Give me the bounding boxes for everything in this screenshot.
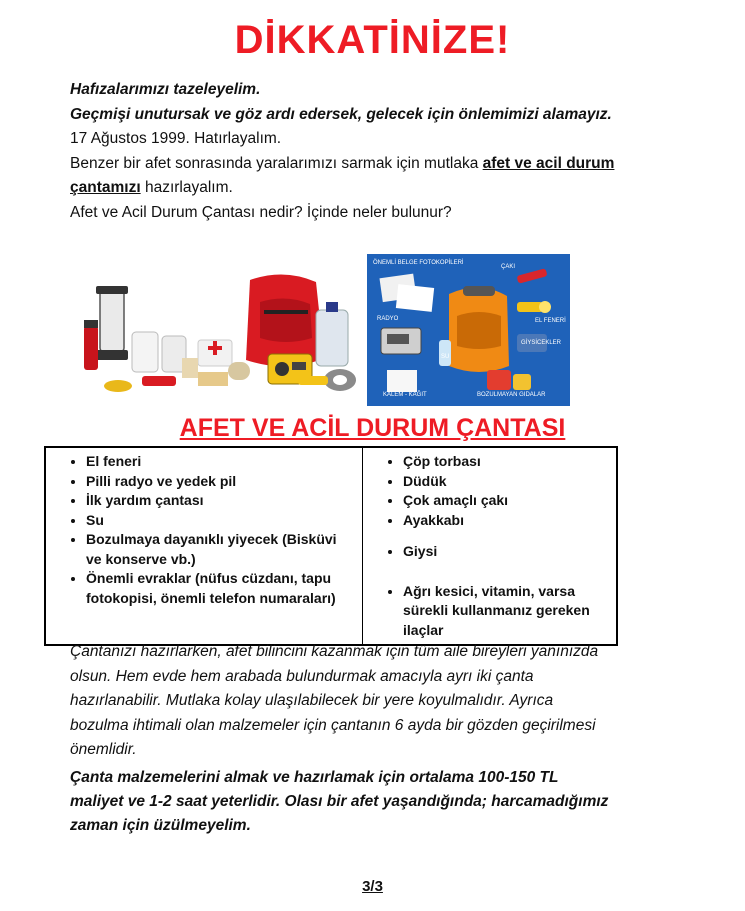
kit-row <box>45 447 617 645</box>
intro-line-4 <box>70 152 670 201</box>
list-item: • Giysi <box>403 542 608 562</box>
list-item: • Ayakkabı <box>403 511 608 531</box>
label-radio: RADYO <box>377 316 399 322</box>
list-item: • Bozulmaya dayanıklı yiyecek (Bisküvi ve konserve vb.) <box>86 530 354 569</box>
list-item: • Düdük <box>403 472 608 492</box>
intro-line-4-pre: Benzer bir afet sonrasında yaralarımızı sarmak için mutlaka <box>70 154 483 172</box>
label-documents: ÖNEMLİ BELGE FOTOKOPİLERİ <box>373 260 464 266</box>
emergency-kit-illustration <box>367 254 570 406</box>
label-flashlight: EL FENERİ <box>535 318 566 324</box>
kit-left-column <box>45 447 363 645</box>
page-title: DİKKATİNİZE! <box>234 18 511 62</box>
list-item: • İlk yardım çantası <box>86 491 354 511</box>
label-clothes: GİYSİCEKLER <box>521 340 562 346</box>
kit-right-column <box>363 447 618 645</box>
intro-line-4-post: hazırlayalım. <box>140 179 233 196</box>
intro-line-2: Geçmişi unutursak ve göz ardı edersek, gelecek için önlemimizi alamayız. <box>70 105 612 123</box>
intro-text <box>70 78 670 225</box>
list-item: • Ağrı kesici, vitamin, varsa sürekli kullanmanız gereken ilaçlar <box>403 582 608 641</box>
emergency-supplies-photo <box>78 262 363 402</box>
label-water: SU <box>441 354 450 360</box>
list-item: • Önemli evraklar (nüfus cüzdanı, tapu fotokopisi, önemli telefon numaraları) <box>86 569 354 608</box>
body-paragraph-1: Çantanızı hazırlarken, afet bilincini kazanmak için tüm aile bireyleri yanınızda olsun. Hem evde hem arabada bulundurmak amacıyla ayrı iki çanta hazırlanabilir. Mutlaka kolay ulaşılabilecek bir yere koyulmalıdır. Ayrıca bozulma ihtimali olan malzemeler için çantanın 6 ayda bir gözden geçirilmesi önemlidir. <box>70 643 599 758</box>
intro-line-3: 17 Ağustos 1999. Hatırlayalım. <box>70 130 282 147</box>
list-item: • El feneri <box>86 452 354 472</box>
page-number: 3/3 <box>362 878 383 895</box>
label-paper: KALEM - KAĞIT <box>383 392 427 398</box>
list-item: • Çöp torbası <box>403 452 608 472</box>
emergency-bag-emphasis: afet ve acil durum çantamızı <box>70 154 615 196</box>
section-title: AFET VE ACİL DURUM ÇANTASI <box>179 414 566 442</box>
kit-table <box>44 446 618 646</box>
intro-line-1: Hafızalarımızı tazeleyelim. <box>70 81 261 98</box>
label-knife: ÇAKI <box>501 264 516 270</box>
list-item: • Pilli radyo ve yedek pil <box>86 472 354 492</box>
list-item: • Su <box>86 511 354 531</box>
label-food: BOZULMAYAN GIDALAR <box>477 392 546 398</box>
intro-line-5: Afet ve Acil Durum Çantası nedir? İçinde neler bulunur? <box>70 203 452 221</box>
list-item: • Çok amaçlı çakı <box>403 491 608 511</box>
body-paragraph-2: Çanta malzemelerini almak ve hazırlamak için ortalama 100-150 TL maliyet ve 1-2 saat yeterlidir. Olası bir afet yaşandığında; harcamadığımız zaman için üzülmeyelim. <box>70 769 609 834</box>
